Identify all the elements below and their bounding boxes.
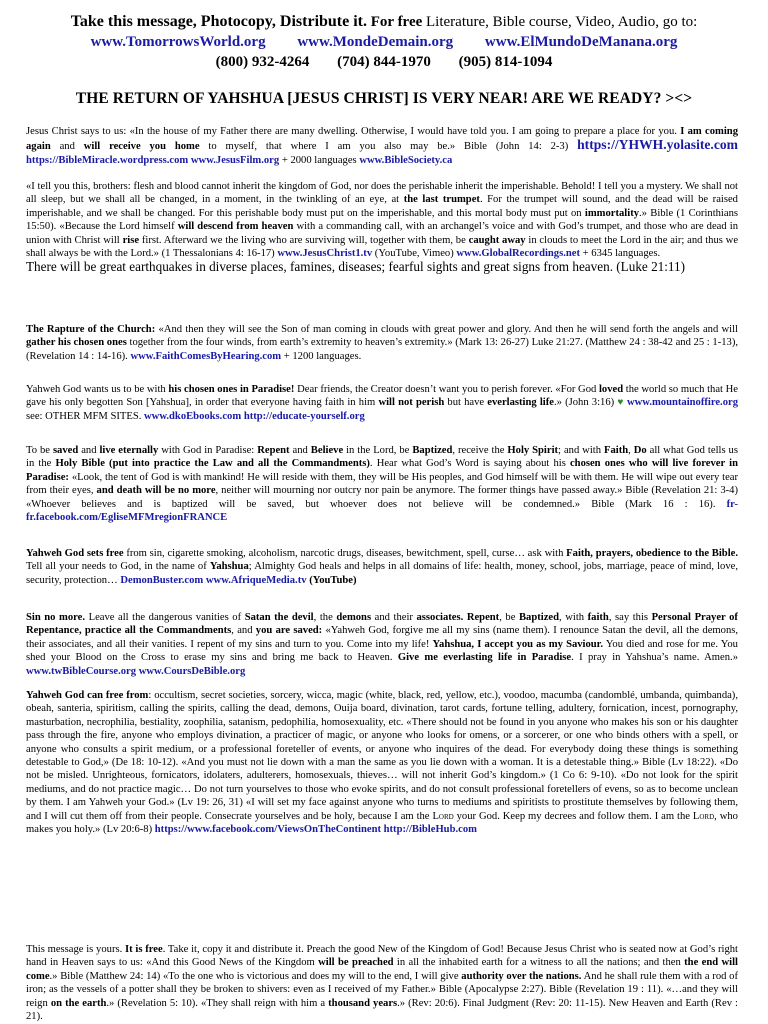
text: You died and rose for me. You shed your Blood on the Cross to erase my sins and bring me back to Heaven. [26, 638, 738, 664]
site-link-elmundodemanana[interactable]: www.ElMundoDeManana.org [484, 34, 678, 50]
paragraph-mystery [26, 180, 738, 276]
emphasis: Yahweh God can free from [26, 690, 149, 701]
text: in all the inhabited earth for a witness to all the nations; and then [396, 957, 681, 969]
header-call-to-action: Take this message, Photocopy, Distribute it. [70, 13, 368, 30]
text: ; Almighty God heals and helps in all domains of life: health, money, school, jobs, marriage, peace of mind, love, security, protection… [26, 561, 738, 586]
emphasis: saved [52, 445, 79, 456]
emphasis: rise [122, 234, 140, 246]
emphasis: his chosen ones in Paradise! [168, 384, 295, 395]
emphasis: Yahshua [209, 561, 249, 573]
link-biblemiracle[interactable]: https://BibleMiracle.wordpress.com [26, 154, 189, 166]
text: + 6345 languages. [582, 248, 661, 260]
link-dkoebooks[interactable]: www.dkoEbooks.com [144, 410, 242, 422]
small-caps-lord: Lord [692, 810, 715, 822]
text: from sin, cigarette smoking, alcoholism, narcotic drugs, diseases, bewitchment, spell, curse… ask with [126, 548, 564, 559]
text: . Hear what God’s Word is saying about his [369, 458, 566, 470]
small-caps-lord: Lord [432, 810, 454, 822]
emphasis: Repent [257, 445, 290, 456]
emphasis: will receive you home [83, 141, 200, 153]
emphasis: authority over the nations. [461, 970, 582, 982]
emphasis: on the earth [50, 997, 107, 1009]
text: . Take it, copy it and distribute it. Preach the good New of the Kingdom of God! Because Jesus Christ who is seated now at God’s right hand in Heaven says to us: «And this Good News of the Kingdom [26, 944, 738, 969]
link-coursdebible[interactable]: www.CoursDeBible.org [138, 665, 246, 677]
emphasis: will descend from heaven [177, 221, 294, 233]
text: «I tell you this, brothers: flesh and blood cannot inherit the kingdom of God, nor does the perishable inherit the imperishable. Behold! I tell you a mystery. We shall not all sleep, but we shall all be changed, in a moment, in the twinkling of an eye, at [26, 181, 738, 206]
emphasis: Do [633, 445, 647, 456]
earthquake-verse: There will be great earthquakes in diverse places, famines, diseases; fearful sights and great signs from heaven. (Luke 21:11) [26, 259, 686, 275]
emphasis: Faith [603, 445, 629, 456]
emphasis: you are saved: [255, 625, 323, 637]
header-phones [0, 53, 768, 72]
text: the world so much that He gave his only begotten Son [Yahshua], in order that everyone having faith in him [26, 384, 738, 409]
link-biblesociety[interactable]: www.BibleSociety.ca [359, 154, 453, 166]
text: see: OTHER MFM SITES. [26, 410, 142, 422]
emphasis: Believe [310, 445, 344, 456]
text: .» (John 3:16) [553, 397, 615, 409]
text: Jesus Christ says to us: «In the house of my Father there are many dwelling. Otherwise, I would have told you. I am going to prepare a place for you. [26, 126, 677, 137]
heart-icon: ♥ [617, 397, 624, 409]
text: and [59, 141, 75, 153]
text: , receive the [452, 445, 505, 456]
emphasis: Personal Prayer of Repentance, practice all the Commandments [26, 612, 738, 637]
header-sites [0, 33, 768, 52]
emphasis: Holy Spirit [507, 445, 559, 456]
text: , who makes you holy.» (Lv 20:6-8) [26, 810, 738, 836]
emphasis: loved [598, 384, 624, 395]
emphasis: caught away [468, 234, 526, 246]
text: , the [313, 612, 333, 623]
text: , with [559, 612, 585, 623]
text: and [292, 445, 308, 456]
text: To be [26, 445, 50, 456]
text: your God. Keep my decrees and follow them. I am the [456, 810, 690, 822]
header-line [0, 12, 768, 32]
text: Leave all the dangerous vanities of [88, 612, 242, 623]
emphasis: immortality [584, 207, 640, 219]
emphasis: faith [587, 612, 609, 623]
paragraph-prayer [26, 611, 738, 678]
text: in clouds to meet the Lord in the air; and thus we shall always be with the Lord.» (1 Thessalonians 4: 16-17) [26, 234, 739, 260]
text: , and [231, 625, 253, 637]
text: . For the trumpet will sound, and the dead will be raised imperishable, and we shall be changed. For this perishable body must put on the imperishable, and this mortal body must put on [26, 194, 738, 219]
emphasis: (YouTube) [309, 574, 357, 586]
text: «Yahweh God, forgive me all my sins (name them). I renounce Satan the devil, all the demons, their associates, and all their vanities. I repent of my sins and turn to you. Come into my life! [26, 625, 739, 650]
text: + 1200 languages. [283, 350, 362, 362]
paragraph-intro [26, 125, 738, 167]
emphasis: gather his chosen ones [26, 337, 127, 349]
text: together from the four winds, from earth’s extremity to heaven’s extremity.» (Mark 13: 26-27) Luke 21:27. (Matthew 24 : 38-42 and 25 : 1-13), (Revelation 14 : 14-16). [26, 337, 739, 362]
text: but have [447, 397, 485, 409]
link-facebook-mfm-france[interactable]: fr-fr.facebook.com/EgliseMFMregionFRANCE [26, 498, 738, 524]
emphasis: chosen ones who will live forever in Paradise: [26, 458, 738, 483]
paragraph-can-free-from [26, 689, 738, 836]
emphasis: everlasting life [487, 397, 554, 409]
emphasis: Faith, prayers, obedience to the Bible. [566, 548, 738, 559]
paragraph-message-is-yours [26, 943, 738, 1023]
text: And he shall rule them with a rod of iron; as the vessels of a potter shall they be broken to shivers: even as I received of my Father.» Bible (Apocalypse 2:27). Bible (Revelation 19 : 11). «…and they will reign [26, 970, 738, 1009]
emphasis: and death will be no more [96, 485, 216, 497]
text: .» (Rev: 20:6). Final Judgment (Rev: 20: 11-15). New Heaven and Earth (Rev : 21). [26, 997, 738, 1023]
text: .» (Revelation 5: 10). «They shall reign with him a [106, 997, 326, 1009]
link-mountainoffire[interactable]: www.mountainoffire.org [626, 397, 739, 409]
text: : occultism, secret societies, sorcery, wicca, magic (white, black, red, yellow, etc.), voodoo, macumba (candomblé, umbanda, quimbanda), obeah, santeria, spiritism, calling the spirits, calling the dead, demons, Ouija board, divination, tarot cards, fortune telling, adultery, fornication, incest, pornography, masturbation, necrophilia, bestiality, zoophilia, satanism, pedophilia, homosexuality, etc. «There should not be found in you anyone who makes his son or his daughter pass through the fire, anyone who employs divination, a practicer of magic, or anyone who looks for omens, or a sorcerer, or one who binds others with a spell, or anyone who consults a spirit medium, or a professional foreteller of events, or anyone who inquires of the dead. For everybody doing these things is something detestable to God,» (De 18: 10-12). «And you must not lie down with a man the same as you lie down with a woman. It is a detestable thing.» Bible (Lv 18:22). «Do not be misled. Unrighteous, fornicators, idolaters, adulterers, homosexuals, thieves… will not inherit God’s kingdom.» (1 Co 6: 9-10). «Do not look for the spirit mediums, and do not practice magic… Do not turn yourselves to those who evoke spirits, and do not consult professional foretellers of evens, so as to become unclean by them. I am Yahweh your God.» (Lv 19: 26, 31) «I will set my face against anyone who turns to mediums and spiritists to prostitute themselves by following them, and I will cut them off from their people. Consecrate yourselves and be holy, because I am the [26, 690, 738, 822]
emphasis: demons [336, 612, 372, 623]
link-jesusfilm[interactable]: www.JesusFilm.org [190, 154, 280, 166]
text: This message is yours. [26, 944, 123, 955]
text: with God in Paradise: [161, 445, 255, 456]
emphasis: Yahweh God sets free [26, 548, 124, 559]
phone-number: (905) 814-1094 [458, 54, 553, 70]
text: , [628, 445, 631, 456]
emphasis: will be preached [318, 957, 394, 969]
emphasis: Holy Bible (put into practice the Law and all the Commandments) [55, 458, 370, 470]
text: and [81, 445, 97, 456]
emphasis: I am coming again [26, 126, 738, 153]
link-facebook-views-on-the-continent[interactable]: https://www.facebook.com/ViewsOnTheContinent [154, 824, 381, 836]
link-globalrecordings[interactable]: www.GlobalRecordings.net [456, 248, 580, 260]
emphasis: Satan the devil [244, 612, 314, 623]
emphasis: It is free [125, 944, 163, 955]
phone-number: (704) 844-1970 [337, 54, 431, 70]
link-biblehub[interactable]: http://BibleHub.com [383, 824, 477, 836]
text: first. Afterward we the living who are surviving will, together with them, be [141, 234, 466, 246]
site-link-mondedemain[interactable]: www.MondeDemain.org [297, 34, 454, 50]
paragraph-chosen-ones [26, 383, 738, 423]
text: Tell all your needs to God, in the name of [26, 561, 207, 573]
text: , be [499, 612, 516, 623]
text: + 2000 languages [281, 154, 357, 166]
link-jesuschrist1[interactable]: www.JesusChrist1.tv [277, 248, 373, 260]
text: in the Lord, be [346, 445, 410, 456]
text: .» Bible (Matthew 24: 14) «To the one who is victorious and does my will to the end, I will give [49, 970, 459, 982]
emphasis: Baptized [412, 445, 453, 456]
text: to myself, that where I am you also may be.» Bible (John 14: 2-3) [208, 141, 569, 153]
emphasis: the last trumpet [403, 194, 480, 206]
emphasis: Sin no more. [26, 612, 86, 623]
link-demonbuster[interactable]: DemonBuster.com [120, 574, 204, 586]
emphasis: thousand years [328, 997, 398, 1009]
site-link-tomorrowsworld[interactable]: www.TomorrowsWorld.org [90, 34, 266, 50]
emphasis: the end will come [26, 957, 738, 982]
text: (YouTube, Vimeo) [374, 248, 454, 260]
text: , neither will mourning nor outcry nor pain be anymore. The former things have passed away.» Bible (Revelation 21: 3-4) «Whoever believes and is baptized will be saved, but whoever does not believe will be condemned.» Bible (Mark 16 : 16). [26, 485, 739, 510]
text: Dear friends, the Creator doesn’t want you to perish forever. «For God [297, 384, 597, 395]
paragraph-rapture [26, 323, 738, 363]
emphasis: live eternally [99, 445, 159, 456]
paragraph-sets-free [26, 547, 738, 587]
emphasis: Baptized [518, 612, 560, 623]
text: . I pray in Yahshua’s name. Amen.» [571, 652, 738, 664]
emphasis: Give me everlasting life in Paradise [397, 652, 572, 664]
text: and their [374, 612, 413, 623]
link-afriquemedia[interactable]: www.AfriqueMedia.tv [205, 574, 307, 586]
link-educate-yourself[interactable]: http://educate-yourself.org [243, 410, 365, 422]
text: «Look, the tent of God is with mankind! He will reside with them, they will be His peoples, and God himself will be with them. He will wipe out every tear from their eyes, [26, 471, 739, 497]
emphasis: associates. Repent [416, 612, 500, 623]
text: all what God tells us in the [26, 445, 738, 470]
emphasis: will not perish [378, 397, 445, 409]
phone-number: (800) 932-4264 [215, 54, 310, 70]
link-yhwh-yolasite[interactable]: https://YHWH.yolasite.com [577, 137, 738, 153]
header-resources: Literature, Bible course, Video, Audio, go to: [426, 14, 698, 30]
text: , say this [608, 612, 649, 623]
header-free: For free [370, 14, 423, 30]
heading-rapture: The Rapture of the Church: [26, 324, 156, 335]
text: with a commanding call, with an archangel’s voice and with God’s trumpet, and those who are dead in union with Christ will [26, 221, 739, 246]
paragraph-salvation [26, 444, 738, 524]
emphasis: Yahshua, I accept you as my Saviour. [432, 638, 604, 650]
text: Yahweh God wants us to be with [26, 384, 166, 395]
page-title: THE RETURN OF YAHSHUA [JESUS CHRIST] IS VERY NEAR! ARE WE READY? ><> [75, 90, 693, 107]
text: «And then they will see the Son of man coming in clouds with great power and glory. And then he will send forth the angels and will [158, 324, 738, 335]
text: .» Bible (1 Corinthians 15:50). «Because the Lord himself [26, 207, 738, 233]
link-faithcomesbyhearing[interactable]: www.FaithComesByHearing.com [130, 350, 282, 362]
text: ; and with [558, 445, 602, 456]
link-twbiblecourse[interactable]: www.twBibleCourse.org [26, 665, 137, 677]
